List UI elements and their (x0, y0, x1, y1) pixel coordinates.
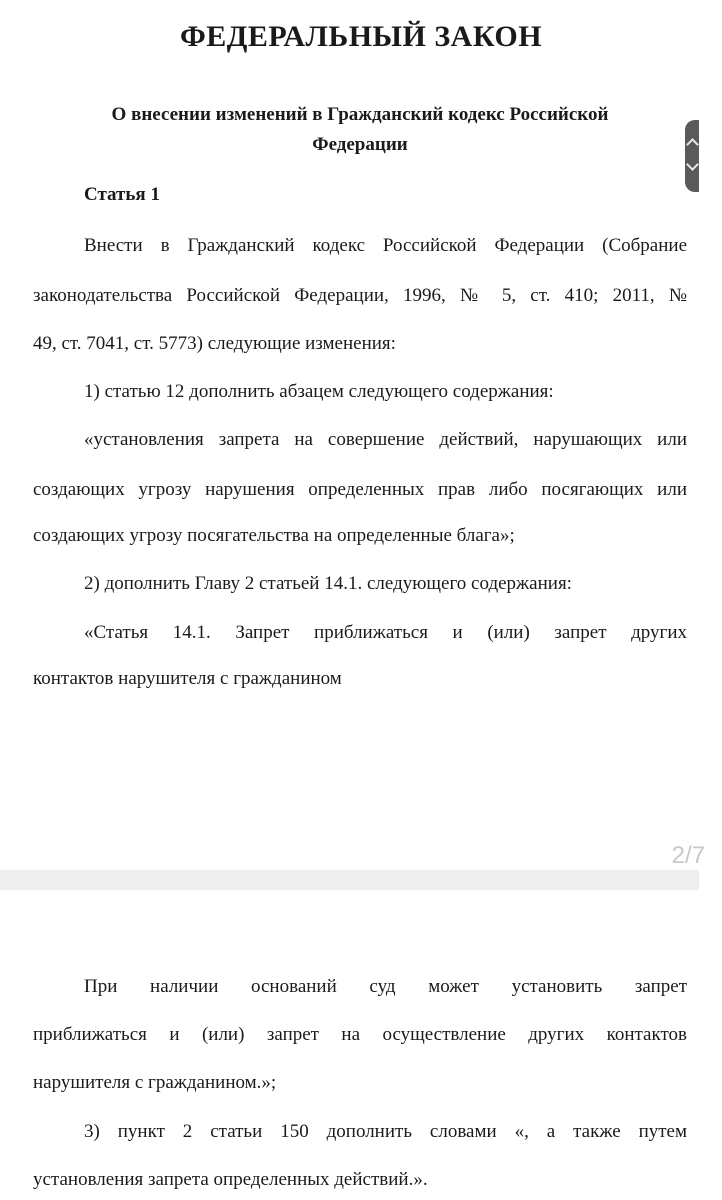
text-line: 49, ст. 7041, ст. 5773) следующие изменения: (33, 333, 396, 354)
document-title: ФЕДЕРАЛЬНЫЙ ЗАКОН (179, 20, 543, 53)
document-subtitle: О внесении изменений в Гражданский кодекс Российской Федерации (111, 104, 609, 155)
text-line: «Статья 14.1. Запрет приближаться и (или) запрет других (84, 622, 687, 643)
text-line: создающих угрозу нарушения определенных прав либо посягающих или (33, 479, 687, 500)
text-line: контактов нарушителя с гражданином (33, 668, 342, 689)
scroll-handle[interactable] (685, 120, 699, 192)
text-line: 3) пункт 2 статьи 150 дополнить словами «, а также путем (84, 1121, 687, 1142)
text-line: «установления запрета на совершение действий, нарушающих или (84, 429, 687, 450)
text-line: нарушителя с гражданином.»; (33, 1072, 277, 1093)
page-indicator: 2/7 (671, 842, 705, 869)
text-line: создающих угрозу посягательства на определенные блага»; (33, 525, 515, 546)
text-line: приближаться и (или) запрет на осуществление других контактов (33, 1024, 687, 1045)
text-line: установления запрета определенных действий.». (33, 1169, 428, 1190)
text-line: При наличии оснований суд может установить запрет (84, 976, 687, 997)
document-page-2 (0, 890, 699, 1200)
text-line: 2) дополнить Главу 2 статьей 14.1. следующего содержания: (84, 573, 572, 594)
text-line: 1) статью 12 дополнить абзацем следующего содержания: (84, 381, 554, 402)
text-line: Внести в Гражданский кодекс Российской Федерации (Собрание (84, 235, 687, 256)
chevron-up-icon (686, 138, 699, 151)
article-heading: Статья 1 (84, 184, 160, 205)
page-separator (0, 870, 699, 890)
text-line: законодательства Российской Федерации, 1996, № 5, ст. 410; 2011, № (33, 285, 687, 306)
chevron-down-icon (686, 158, 699, 171)
